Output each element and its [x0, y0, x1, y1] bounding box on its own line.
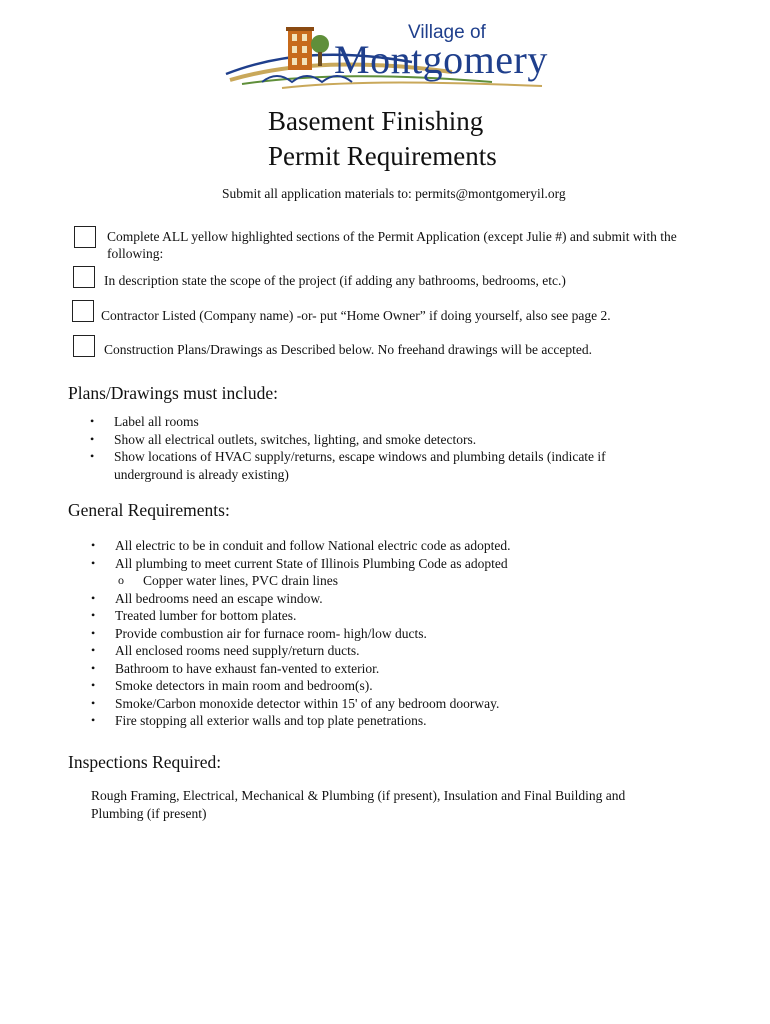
list-item: • Show all electrical outlets, switches, lighting, and smoke detectors. — [90, 431, 650, 449]
checkbox-plans[interactable] — [73, 335, 95, 357]
list-item: • All plumbing to meet current State of Illinois Plumbing Code as adopted — [91, 555, 691, 573]
list-item: • All electric to be in conduit and follow National electric code as adopted. — [91, 537, 691, 555]
list-item: • Provide combustion air for furnace room- high/low ducts. — [91, 625, 691, 643]
list-item: • Label all rooms — [90, 413, 650, 431]
sub-list-item: o Copper water lines, PVC drain lines — [91, 572, 691, 590]
checklist-item-contractor: Contractor Listed (Company name) -or- put “Home Owner” if doing yourself, also see page 2. — [101, 308, 611, 323]
title-line-1: Basement Finishing — [268, 106, 484, 136]
checklist-item-description: In description state the scope of the project (if adding any bathrooms, bedrooms, etc.) — [104, 273, 566, 288]
plans-heading: Plans/Drawings must include: — [68, 383, 278, 403]
checkbox-application[interactable] — [74, 226, 96, 248]
plans-list — [90, 413, 650, 483]
general-heading: General Requirements: — [68, 500, 230, 520]
general-list — [91, 537, 691, 730]
list-item: • Fire stopping all exterior walls and top plate penetrations. — [91, 712, 691, 730]
list-item: • All bedrooms need an escape window. — [91, 590, 691, 608]
page-title — [268, 104, 497, 174]
submit-instructions: Submit all application materials to: permits@montgomeryil.org — [222, 186, 566, 201]
inspections-text: Rough Framing, Electrical, Mechanical & Plumbing (if present), Insulation and Final Building and Plumbing (if present) — [91, 788, 626, 821]
inspections-heading: Inspections Required: — [68, 752, 222, 772]
logo-village-of-text: Village of — [408, 22, 486, 43]
checklist-item-application: Complete ALL yellow highlighted sections of the Permit Application (except Julie #) and submit with the following: — [107, 229, 677, 261]
logo-montgomery-text: Montgomery — [334, 37, 548, 82]
village-logo — [222, 22, 552, 94]
list-item: • Bathroom to have exhaust fan-vented to exterior. — [91, 660, 691, 678]
list-item: • Smoke/Carbon monoxide detector within 15' of any bedroom doorway. — [91, 695, 691, 713]
title-line-2: Permit Requirements — [268, 141, 497, 171]
checkbox-description[interactable] — [73, 266, 95, 288]
list-item: • Treated lumber for bottom plates. — [91, 607, 691, 625]
list-item: • All enclosed rooms need supply/return ducts. — [91, 642, 691, 660]
checkbox-contractor[interactable] — [72, 300, 94, 322]
list-item: • Show locations of HVAC supply/returns, escape windows and plumbing details (indicate if underground is already existing) — [90, 448, 650, 483]
checklist-item-plans: Construction Plans/Drawings as Described below. No freehand drawings will be accepted. — [104, 342, 592, 357]
list-item: • Smoke detectors in main room and bedroom(s). — [91, 677, 691, 695]
